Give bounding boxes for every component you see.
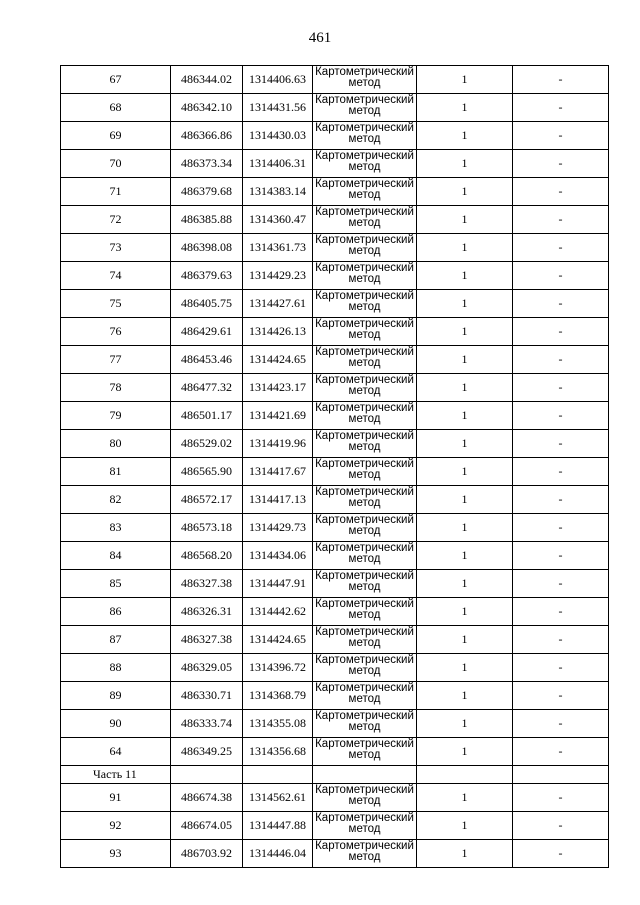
table-row	[61, 542, 609, 570]
method-cell	[313, 66, 417, 94]
accuracy-cell: 1	[417, 430, 513, 458]
method-line-2: метод	[348, 581, 381, 593]
description-cell: -	[513, 542, 609, 570]
method-line-1: Картометрический	[315, 178, 414, 190]
method-cell	[313, 486, 417, 514]
method-line-1: Картометрический	[315, 710, 414, 722]
point-number-cell: 71	[61, 178, 171, 206]
description-cell: -	[513, 840, 609, 868]
x-coordinate-cell: 486326.31	[171, 598, 243, 626]
description-cell: -	[513, 290, 609, 318]
method-cell	[313, 430, 417, 458]
point-number-cell: 88	[61, 654, 171, 682]
method-cell	[313, 290, 417, 318]
description-cell: -	[513, 682, 609, 710]
method-line-1: Картометрический	[315, 122, 414, 134]
accuracy-cell: 1	[417, 710, 513, 738]
accuracy-cell: 1	[417, 234, 513, 262]
table-row	[61, 318, 609, 346]
page-number: 461	[308, 30, 332, 46]
empty-cell	[243, 766, 313, 784]
method-line-2: метод	[348, 721, 381, 733]
table-row	[61, 206, 609, 234]
table-row	[61, 66, 609, 94]
method-cell	[313, 206, 417, 234]
empty-cell	[513, 766, 609, 784]
y-coordinate-cell: 1314429.73	[243, 514, 313, 542]
y-coordinate-cell: 1314426.13	[243, 318, 313, 346]
description-cell: -	[513, 122, 609, 150]
y-coordinate-cell: 1314417.67	[243, 458, 313, 486]
empty-cell	[171, 766, 243, 784]
method-line-2: метод	[348, 189, 381, 201]
method-cell	[313, 458, 417, 486]
accuracy-cell: 1	[417, 598, 513, 626]
method-line-1: Картометрический	[315, 570, 414, 582]
point-number-cell: 84	[61, 542, 171, 570]
method-line-1: Картометрический	[315, 346, 414, 358]
accuracy-cell: 1	[417, 812, 513, 840]
method-line-2: метод	[348, 217, 381, 229]
y-coordinate-cell: 1314421.69	[243, 402, 313, 430]
accuracy-cell: 1	[417, 66, 513, 94]
x-coordinate-cell: 486385.88	[171, 206, 243, 234]
method-line-1: Картометрический	[315, 840, 414, 852]
method-line-1: Картометрический	[315, 654, 414, 666]
table-row	[61, 122, 609, 150]
method-cell	[313, 710, 417, 738]
method-cell	[313, 682, 417, 710]
method-cell	[313, 150, 417, 178]
y-coordinate-cell: 1314368.79	[243, 682, 313, 710]
description-cell: -	[513, 318, 609, 346]
method-line-1: Картометрический	[315, 402, 414, 414]
method-cell	[313, 262, 417, 290]
description-cell: -	[513, 458, 609, 486]
x-coordinate-cell: 486674.38	[171, 784, 243, 812]
y-coordinate-cell: 1314430.03	[243, 122, 313, 150]
x-coordinate-cell: 486572.17	[171, 486, 243, 514]
accuracy-cell: 1	[417, 262, 513, 290]
point-number-cell: 78	[61, 374, 171, 402]
point-number-cell: 79	[61, 402, 171, 430]
method-line-2: метод	[348, 497, 381, 509]
method-line-1: Картометрический	[315, 94, 414, 106]
table-row	[61, 570, 609, 598]
method-line-1: Картометрический	[315, 206, 414, 218]
description-cell: -	[513, 206, 609, 234]
method-cell	[313, 402, 417, 430]
y-coordinate-cell: 1314360.47	[243, 206, 313, 234]
method-cell	[313, 840, 417, 868]
x-coordinate-cell: 486327.38	[171, 570, 243, 598]
y-coordinate-cell: 1314424.65	[243, 626, 313, 654]
y-coordinate-cell: 1314406.63	[243, 66, 313, 94]
accuracy-cell: 1	[417, 654, 513, 682]
y-coordinate-cell: 1314406.31	[243, 150, 313, 178]
x-coordinate-cell: 486333.74	[171, 710, 243, 738]
x-coordinate-cell: 486373.34	[171, 150, 243, 178]
description-cell: -	[513, 234, 609, 262]
point-number-cell: 80	[61, 430, 171, 458]
point-number-cell: 68	[61, 94, 171, 122]
y-coordinate-cell: 1314427.61	[243, 290, 313, 318]
method-cell	[313, 178, 417, 206]
table-row	[61, 234, 609, 262]
x-coordinate-cell: 486344.02	[171, 66, 243, 94]
method-line-2: метод	[348, 357, 381, 369]
point-number-cell: 83	[61, 514, 171, 542]
description-cell: -	[513, 598, 609, 626]
x-coordinate-cell: 486327.38	[171, 626, 243, 654]
method-line-1: Картометрический	[315, 542, 414, 554]
x-coordinate-cell: 486568.20	[171, 542, 243, 570]
description-cell: -	[513, 570, 609, 598]
accuracy-cell: 1	[417, 570, 513, 598]
accuracy-cell: 1	[417, 542, 513, 570]
point-number-cell: 81	[61, 458, 171, 486]
x-coordinate-cell: 486405.75	[171, 290, 243, 318]
method-line-2: метод	[348, 665, 381, 677]
method-cell	[313, 374, 417, 402]
accuracy-cell: 1	[417, 682, 513, 710]
y-coordinate-cell: 1314434.06	[243, 542, 313, 570]
method-line-1: Картометрический	[315, 234, 414, 246]
point-number-cell: 72	[61, 206, 171, 234]
accuracy-cell: 1	[417, 290, 513, 318]
table-row	[61, 654, 609, 682]
method-line-2: метод	[348, 77, 381, 89]
method-cell	[313, 784, 417, 812]
method-cell	[313, 812, 417, 840]
description-cell: -	[513, 402, 609, 430]
x-coordinate-cell: 486703.92	[171, 840, 243, 868]
point-number-cell: 73	[61, 234, 171, 262]
method-cell	[313, 122, 417, 150]
description-cell: -	[513, 66, 609, 94]
accuracy-cell: 1	[417, 486, 513, 514]
accuracy-cell: 1	[417, 458, 513, 486]
description-cell: -	[513, 710, 609, 738]
x-coordinate-cell: 486573.18	[171, 514, 243, 542]
method-line-2: метод	[348, 469, 381, 481]
y-coordinate-cell: 1314423.17	[243, 374, 313, 402]
accuracy-cell: 1	[417, 738, 513, 766]
table-row	[61, 626, 609, 654]
point-number-cell: 67	[61, 66, 171, 94]
table-row	[61, 94, 609, 122]
method-cell	[313, 318, 417, 346]
accuracy-cell: 1	[417, 150, 513, 178]
x-coordinate-cell: 486329.05	[171, 654, 243, 682]
method-line-2: метод	[348, 133, 381, 145]
x-coordinate-cell: 486477.32	[171, 374, 243, 402]
accuracy-cell: 1	[417, 402, 513, 430]
method-line-1: Картометрический	[315, 682, 414, 694]
accuracy-cell: 1	[417, 206, 513, 234]
x-coordinate-cell: 486453.46	[171, 346, 243, 374]
method-line-1: Картометрический	[315, 514, 414, 526]
x-coordinate-cell: 486379.63	[171, 262, 243, 290]
description-cell: -	[513, 94, 609, 122]
coordinates-table	[60, 65, 609, 868]
y-coordinate-cell: 1314419.96	[243, 430, 313, 458]
point-number-cell: 82	[61, 486, 171, 514]
method-line-1: Картометрический	[315, 262, 414, 274]
method-line-1: Картометрический	[315, 784, 414, 796]
method-line-2: метод	[348, 795, 381, 807]
description-cell: -	[513, 346, 609, 374]
method-line-2: метод	[348, 693, 381, 705]
table-row	[61, 178, 609, 206]
method-cell	[313, 234, 417, 262]
accuracy-cell: 1	[417, 840, 513, 868]
table-row	[61, 430, 609, 458]
y-coordinate-cell: 1314562.61	[243, 784, 313, 812]
point-number-cell: 92	[61, 812, 171, 840]
x-coordinate-cell: 486366.86	[171, 122, 243, 150]
method-line-1: Картометрический	[315, 430, 414, 442]
method-line-2: метод	[348, 553, 381, 565]
description-cell: -	[513, 178, 609, 206]
x-coordinate-cell: 486429.61	[171, 318, 243, 346]
method-line-2: метод	[348, 385, 381, 397]
x-coordinate-cell: 486349.25	[171, 738, 243, 766]
point-number-cell: 86	[61, 598, 171, 626]
description-cell: -	[513, 514, 609, 542]
point-number-cell: 64	[61, 738, 171, 766]
table-row	[61, 710, 609, 738]
coordinates-table-body	[61, 66, 609, 868]
y-coordinate-cell: 1314447.91	[243, 570, 313, 598]
table-row	[61, 262, 609, 290]
method-cell	[313, 654, 417, 682]
method-line-2: метод	[348, 637, 381, 649]
section-header-row	[61, 766, 609, 784]
point-number-cell: 70	[61, 150, 171, 178]
method-line-2: метод	[348, 105, 381, 117]
table-row	[61, 150, 609, 178]
method-line-1: Картометрический	[315, 374, 414, 386]
table-row	[61, 738, 609, 766]
method-line-1: Картометрический	[315, 486, 414, 498]
method-line-1: Картометрический	[315, 626, 414, 638]
description-cell: -	[513, 430, 609, 458]
table-row	[61, 374, 609, 402]
y-coordinate-cell: 1314356.68	[243, 738, 313, 766]
point-number-cell: 69	[61, 122, 171, 150]
y-coordinate-cell: 1314417.13	[243, 486, 313, 514]
table-row	[61, 458, 609, 486]
table-row	[61, 784, 609, 812]
point-number-cell: 93	[61, 840, 171, 868]
description-cell: -	[513, 486, 609, 514]
accuracy-cell: 1	[417, 346, 513, 374]
table-row	[61, 812, 609, 840]
method-line-2: метод	[348, 301, 381, 313]
method-line-2: метод	[348, 413, 381, 425]
point-number-cell: 75	[61, 290, 171, 318]
x-coordinate-cell: 486529.02	[171, 430, 243, 458]
y-coordinate-cell: 1314355.08	[243, 710, 313, 738]
accuracy-cell: 1	[417, 318, 513, 346]
point-number-cell: 76	[61, 318, 171, 346]
x-coordinate-cell: 486379.68	[171, 178, 243, 206]
method-line-2: метод	[348, 245, 381, 257]
method-line-1: Картометрический	[315, 150, 414, 162]
method-line-1: Картометрический	[315, 66, 414, 78]
method-line-2: метод	[348, 273, 381, 285]
point-number-cell: 90	[61, 710, 171, 738]
table-row	[61, 402, 609, 430]
method-cell	[313, 514, 417, 542]
section-label: Часть 11	[61, 766, 171, 784]
table-row	[61, 486, 609, 514]
method-line-2: метод	[348, 525, 381, 537]
accuracy-cell: 1	[417, 94, 513, 122]
point-number-cell: 87	[61, 626, 171, 654]
method-cell	[313, 570, 417, 598]
y-coordinate-cell: 1314429.23	[243, 262, 313, 290]
method-line-1: Картометрический	[315, 812, 414, 824]
point-number-cell: 85	[61, 570, 171, 598]
empty-cell	[417, 766, 513, 784]
method-line-2: метод	[348, 329, 381, 341]
accuracy-cell: 1	[417, 626, 513, 654]
x-coordinate-cell: 486330.71	[171, 682, 243, 710]
x-coordinate-cell: 486398.08	[171, 234, 243, 262]
method-line-2: метод	[348, 749, 381, 761]
table-row	[61, 514, 609, 542]
description-cell: -	[513, 374, 609, 402]
table-row	[61, 598, 609, 626]
description-cell: -	[513, 812, 609, 840]
y-coordinate-cell: 1314424.65	[243, 346, 313, 374]
method-line-1: Картометрический	[315, 458, 414, 470]
method-line-2: метод	[348, 161, 381, 173]
y-coordinate-cell: 1314446.04	[243, 840, 313, 868]
method-line-1: Картометрический	[315, 598, 414, 610]
description-cell: -	[513, 150, 609, 178]
table-row	[61, 290, 609, 318]
method-cell	[313, 94, 417, 122]
method-line-2: метод	[348, 609, 381, 621]
method-line-2: метод	[348, 823, 381, 835]
method-cell	[313, 598, 417, 626]
accuracy-cell: 1	[417, 178, 513, 206]
accuracy-cell: 1	[417, 514, 513, 542]
method-cell	[313, 346, 417, 374]
description-cell: -	[513, 626, 609, 654]
y-coordinate-cell: 1314383.14	[243, 178, 313, 206]
y-coordinate-cell: 1314442.62	[243, 598, 313, 626]
x-coordinate-cell: 486674.05	[171, 812, 243, 840]
table-row	[61, 840, 609, 868]
accuracy-cell: 1	[417, 122, 513, 150]
method-cell	[313, 542, 417, 570]
description-cell: -	[513, 784, 609, 812]
point-number-cell: 89	[61, 682, 171, 710]
method-cell	[313, 626, 417, 654]
x-coordinate-cell: 486342.10	[171, 94, 243, 122]
y-coordinate-cell: 1314396.72	[243, 654, 313, 682]
method-line-2: метод	[348, 441, 381, 453]
point-number-cell: 91	[61, 784, 171, 812]
description-cell: -	[513, 738, 609, 766]
point-number-cell: 77	[61, 346, 171, 374]
y-coordinate-cell: 1314361.73	[243, 234, 313, 262]
accuracy-cell: 1	[417, 374, 513, 402]
method-line-2: метод	[348, 851, 381, 863]
empty-cell	[313, 766, 417, 784]
y-coordinate-cell: 1314447.88	[243, 812, 313, 840]
method-line-1: Картометрический	[315, 318, 414, 330]
table-row	[61, 346, 609, 374]
y-coordinate-cell: 1314431.56	[243, 94, 313, 122]
description-cell: -	[513, 654, 609, 682]
description-cell: -	[513, 262, 609, 290]
accuracy-cell: 1	[417, 784, 513, 812]
table-row	[61, 682, 609, 710]
method-line-1: Картометрический	[315, 290, 414, 302]
x-coordinate-cell: 486565.90	[171, 458, 243, 486]
method-cell	[313, 738, 417, 766]
x-coordinate-cell: 486501.17	[171, 402, 243, 430]
point-number-cell: 74	[61, 262, 171, 290]
method-line-1: Картометрический	[315, 738, 414, 750]
